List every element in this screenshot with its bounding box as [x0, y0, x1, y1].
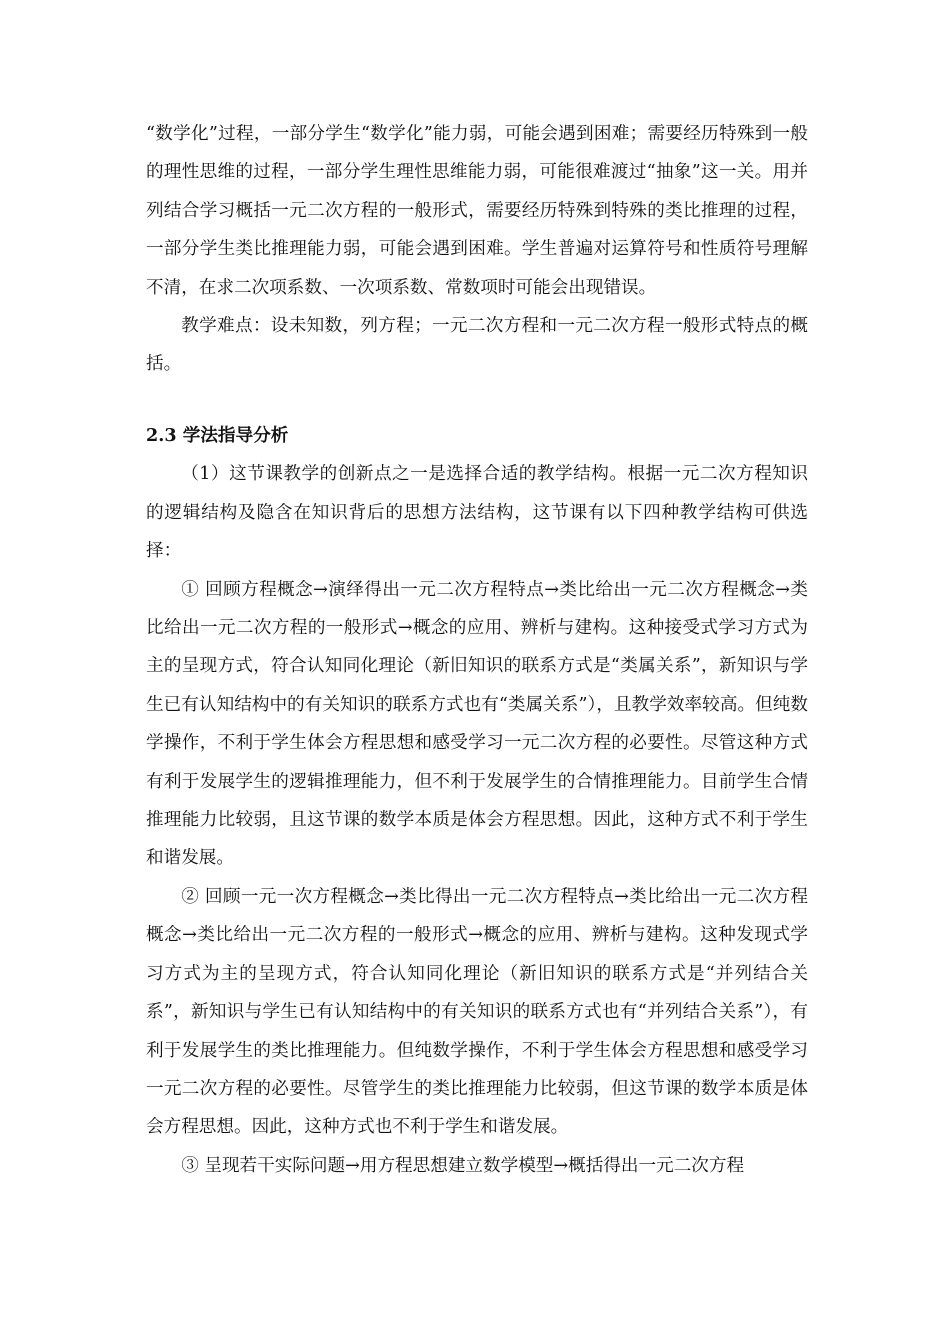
- paragraph-teaching-difficulty: 教学难点：设未知数，列方程；一元二次方程和一元二次方程一般形式特点的概括。: [146, 316, 808, 375]
- text-block-top: [146, 115, 808, 384]
- paragraph-structure-2: ② 回顾一元一次方程概念→类比得出一元二次方程特点→类比给出一元二次方程概念→类比给出一元二次方程的一般形式→概念的应用、辨析与建构。这种发现式学习方式为主的呈现方式，符合认知同化理论（新旧知识的联系方式是“并列结合关系”，新知识与学生已有认知结构中的有关知识的联系方式也有“并列结合关系”），有利于发展学生的类比推理能力。但纯数学操作，不利于学生体会方程思想和感受学习一元二次方程的必要性。尽管学生的类比推理能力比较弱，但这节课的数学本质是体会方程思想。因此，这种方式也不利于学生和谐发展。: [146, 886, 808, 1138]
- paragraph-structure-3: ③ 呈现若干实际问题→用方程思想建立数学模型→概括得出一元二次方程: [181, 1155, 745, 1176]
- paragraph-innovation-point: （1）这节课教学的创新点之一是选择合适的教学结构。根据一元二次方程知识的逻辑结构及隐含在知识背后的思想方法结构，这节课有以下四种教学结构可供选择：: [146, 464, 808, 562]
- section-2-3: [146, 417, 808, 1185]
- section-heading: 2.3 学法指导分析: [146, 425, 289, 446]
- paragraph-structure-1: ① 回顾方程概念→演绎得出一元二次方程特点→类比给出一元二次方程概念→类比给出一元二次方程的一般形式→概念的应用、辨析与建构。这种接受式学习方式为主的呈现方式，符合认知同化理论（新旧知识的联系方式是“类属关系”，新知识与学生已有认知结构中的有关知识的联系方式也有“类属关系”），且教学效率较高。但纯数学操作，不利于学生体会方程思想和感受学习一元二次方程的必要性。尽管这种方式有利于发展学生的逻辑推理能力，但不利于发展学生的合情推理能力。目前学生合情推理能力比较弱，且这节课的数学本质是体会方程思想。因此，这种方式不利于学生和谐发展。: [146, 579, 808, 869]
- paragraph-difficulty-analysis: “数学化”过程，一部分学生“数学化”能力弱，可能会遇到困难；需要经历特殊到一般的理性思维的过程，一部分学生理性思维能力弱，可能很难渡过“抽象”这一关。用并列结合学习概括一元二次方程的一般形式，需要经历特殊到特殊的类比推理的过程，一部分学生类比推理能力弱，可能会遇到困难。学生普遍对运算符号和性质符号理解不清，在求二次项系数、一次项系数、常数项时可能会出现错误。: [146, 124, 808, 298]
